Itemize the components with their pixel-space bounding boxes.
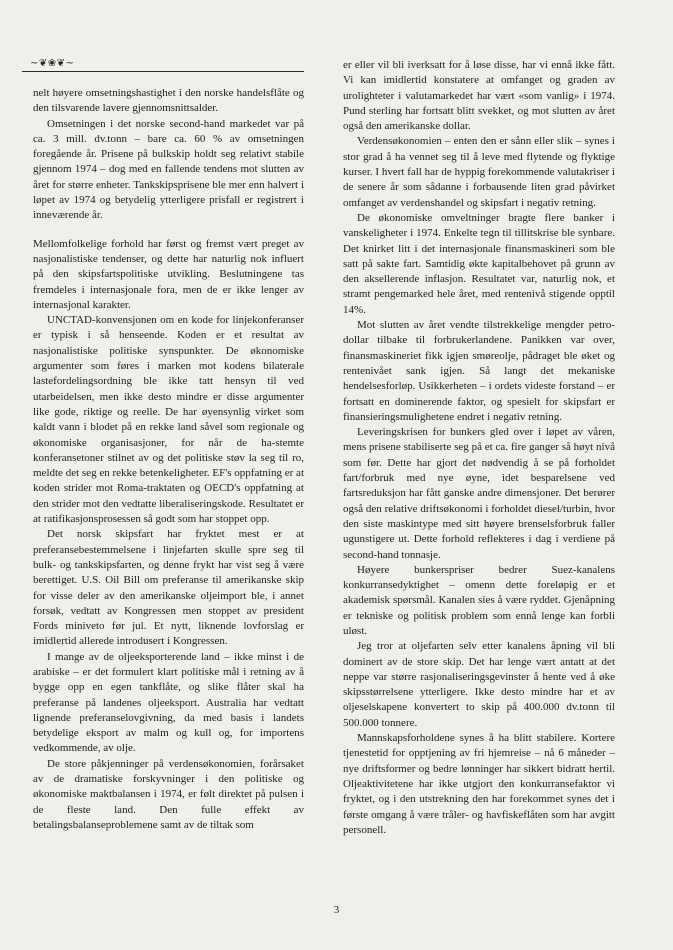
- paragraph: er eller vil bli iverksatt for å løse disse, har vi ennå ikke fått. Vi kan imidlertid konstatere at omfanget og graden av urolighteter i valutamarkedet har vært «som vanlig» i 1974. Pund sterling har fortsatt blitt svekket, og mot slutten av året også den amerikanske dollar.: [343, 59, 615, 133]
- paragraph: Leveringskrisen for bunkers gled over i løpet av våren, mens prisene stabiliserte seg på et ca. fire ganger så høyt nivå som før. Dette har gjort det nødvendig å se på forholdet fart/forbruk med nye øyne, idet besparelsene ved fartsreduksjon har fått ganske andre dimensjoner. Det berører også den relative driftsøkonomi i forholdet diesel/turbin, hvor den siste maskintype med sitt høyere brenselsforbruk faller ugunstigere ut. Dette forhold reflekteres i dag i verdiene på second-hand tonnasje.: [343, 426, 615, 561]
- right-column: [343, 58, 615, 838]
- paragraph: nelt høyere omsetningshastighet i den norske handelsflåte og den tilsvarende lavere gjennomsnittsalder.: [33, 87, 304, 115]
- paragraph: Det norsk skipsfart har fryktet mest er at preferansebestemmelsene i linjefarten skulle spre seg til bulk- og tankskipsfarten, og denne frykt har vist seg å være berettiget. U.S. Oil Bill om preferanse til amerikanske skip for visse deler av den amerikanske oljeimport ble, i annet forsøk, vedtatt av Kongressen men stoppet av president Fords miniveto før jul. Et nytt, liknende lovforslag er imidlertid allerede introdusert i Kongressen.: [33, 528, 304, 648]
- paragraph: Jeg tror at oljefarten selv etter kanalens åpning vil bli dominert av de store skip. Det har lenge vært antatt at det neppe var større rasjonaliseringsgevinster å hente ved å øke skipsstørrelsene ytterligere. Ikke desto mindre har et av oljeselskapene konvertert to skip på 400.000 dv.tonn til 500.000 tonnere.: [343, 640, 615, 729]
- paragraph: Høyere bunkerspriser bedrer Suez-kanalens konkurransedyktighet – omenn dette foreløpig er et akademisk spørsmål. Kanalen sies å være ryddet. Gjenåpning er tekniske og politisk problem som ennå lenge kan forbli uløst.: [343, 563, 615, 637]
- header-rule: [22, 71, 304, 72]
- paragraph: Omsetningen i det norske second-hand markedet var på ca. 3 mill. dv.tonn – bare ca. 60 % av omsetningen foregående år. Prisene på bulkskip holdt seg relativt stabile gjennom 1974 – dog med en fallende tendens mot slutten av året for større enheter. Tankskipsprisene ble mer enn halvert i løpet av 1974 og betydelig ytterligere prisfall er registrert i inneværende år.: [33, 117, 304, 222]
- paragraph: Mannskapsforholdene synes å ha blitt stabilere. Kortere tjenestetid for opptjening av fri hjemreise – nå 6 måneder – nye driftsformer og bedre lønninger har sikkert bidratt hertil. Oljeaktivitetene har ikke utgjort den konkurransefaktor vi fryktet, og i den utstrekning den har forekommet synes det i første omgang å være tråler- og havfiskeflåten som har avgitt personell.: [343, 732, 615, 836]
- left-column: [33, 86, 304, 833]
- paragraph: De store påkjenninger på verdensøkonomien, forårsaket av de dramatiske forskyvninger i den politiske og økonomiske maktbalansen i 1974, er følt direktet på pulsen i de fleste land. Den fulle effekt av betalingsbalanseproblemene samt av de tiltak som: [33, 757, 304, 831]
- paragraph: Mot slutten av året vendte tilstrekkelige mengder petro-dollar tilbake til forbrukerlandene. Panikken var over, finansmaskineriet fikk igjen smøreolje, pådraget ble øket og rentenivået sank igjen. Så langt det mekaniske hendelsesforløp. Usikkerheten – i ordets videste forstand – er fortsatt en dominerende faktor, og spesielt for skipsfart er finansieringsmulighetene endret i negativ retning.: [343, 319, 615, 423]
- header-ornament: ∼❦❀❦∼: [30, 58, 75, 69]
- paragraph: Verdensøkonomien – enten den er sånn eller slik – synes i stor grad å ha vennet seg til å leve med flytende og flyktige kurser. I hvert fall har de hyppig forekommende valutakriser i de senere år som sådanne i forbausende liten grad påvirket omfanget av verdenshandel og skipsfart i negativ retning.: [343, 135, 615, 209]
- paragraph: De økonomiske omveltninger bragte flere banker i vanskeligheter i 1974. Enkelte tegn til tillitskrise ble synbare. Det knirket litt i det internasjonale finansmaskineri som ble satt på sakte fart. Samtidig økte kapitalbehovet på grunn av den aksellerende inflasjon. Resultatet var, naturlig nok, et stramt pengemarked hele året, med rentenivå stigende opptil 14%.: [343, 211, 615, 316]
- paragraph: Mellomfolkelige forhold har først og fremst vært preget av nasjonalistiske tendenser, og dette har naturlig nok influert på den skipsfartspolitiske utvikling. Beslutningene tas fremdeles i internasjonale fora, men de er ikke lenger av internasjonal karakter.: [33, 237, 304, 311]
- paragraph: I mange av de oljeeksporterende land – ikke minst i de arabiske – er det formulert klart politiske mål i retning av å bygge opp en egen tankflåte, og slike flåter skal ha preferanse på landenes oljeeksport. Australia har vedtatt lignende preferanselovgivning, da med basis i landets betydelige eksport av malm og kull og, for importens vedkommende, av olje.: [33, 650, 304, 755]
- paragraph: UNCTAD-konvensjonen om en kode for linjekonferanser er typisk i så henseende. Koden er et resultat av nasjonalistiske politiske synspunkter. De økonomiske argumenter som føres i marken mot kodens bilaterale lastefordelingsordning ble ikke tatt hensyn til ved utarbeidelsen, men ikke desto mindre er disse argumenter like gode, riktige og reelle. De har øyensynlig virket som kaldt vann i blodet på en rekke land såvel som regionale og økonomiske organisasjoner, for når de ha-stemte konferansetoner stilnet av og det politiske støv la seg til ro, meldte det seg en rekke betenkeligheter. EF's oppfatning er at koden strider mot Roma-traktaten og OECD's oppfatning at den strider mot den vedtatte liberaliseringskode. Resultatet er at ratifikasjonsprosessen så godt som har stoppet opp.: [33, 314, 304, 526]
- page-number: 3: [333, 904, 340, 916]
